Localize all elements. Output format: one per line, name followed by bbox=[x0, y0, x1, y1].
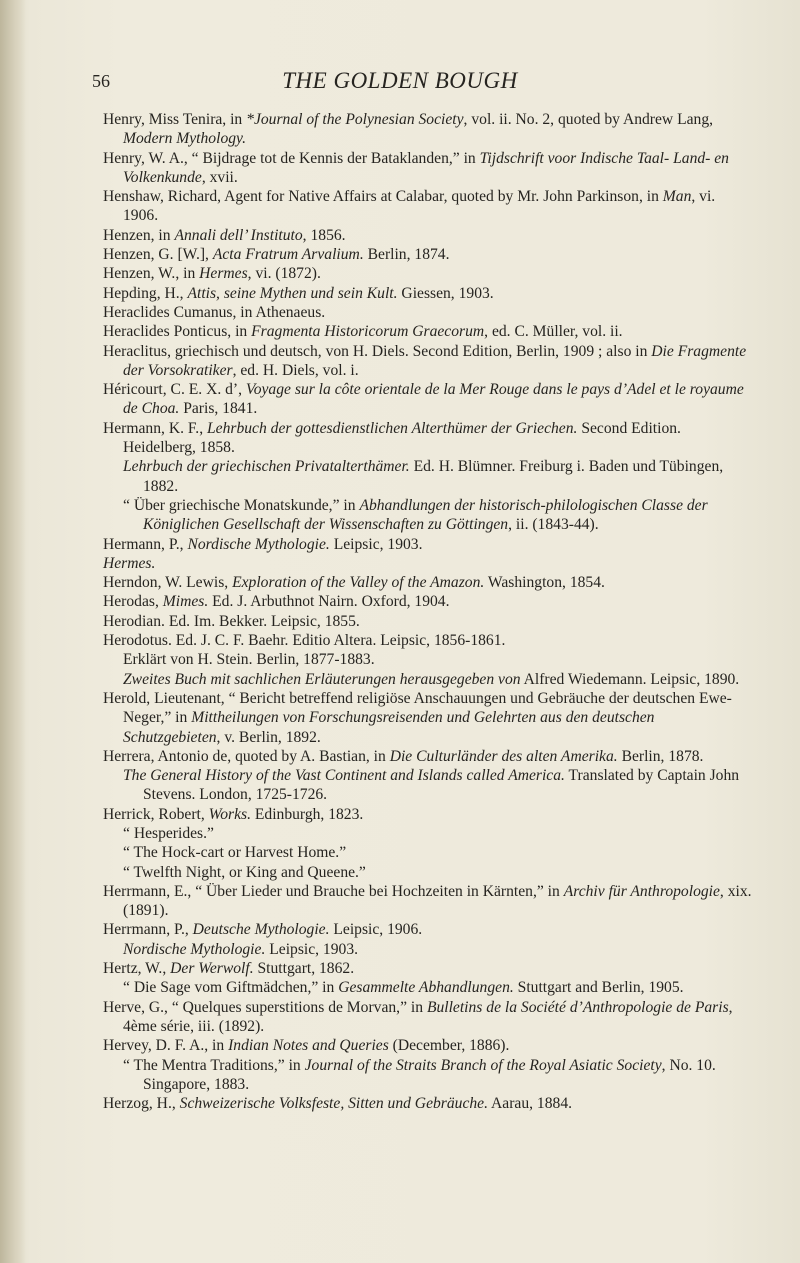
bibliography-subentry bbox=[103, 457, 753, 496]
entry-text: Herrera, Antonio de, quoted by A. Bastian, in bbox=[103, 747, 390, 765]
running-title: THE GOLDEN BOUGH bbox=[282, 68, 518, 93]
bibliography-list bbox=[103, 110, 753, 1113]
entry-title-italic: Hermes. bbox=[103, 554, 156, 572]
entry-text: (December, 1886). bbox=[388, 1037, 510, 1055]
bibliography-entry bbox=[103, 1036, 753, 1055]
entry-text: , xix. (1891). bbox=[123, 882, 752, 920]
entry-text: Henry, W. A., “ Bijdrage tot de Kennis der Bataklanden,” in bbox=[103, 149, 480, 167]
entry-title-italic: Die Fragmente der Vorsokratiker bbox=[123, 342, 747, 379]
entry-text: “ Die Sage vom Giftmädchen,” in bbox=[123, 979, 339, 997]
entry-text: “ The Hock-cart or Harvest Home.” bbox=[123, 844, 347, 862]
entry-text: “ Twelfth Night, or King and Queene.” bbox=[123, 863, 366, 881]
bibliography-entry bbox=[103, 573, 753, 592]
entry-title-italic: Schweizerische Volksfeste, Sitten und Gebräuche. bbox=[179, 1095, 488, 1113]
entry-text: Herodotus. Ed. J. C. F. Baehr. Editio Altera. Leipsic, 1856-1861. bbox=[103, 632, 506, 650]
bibliography-entry bbox=[103, 998, 753, 1037]
entry-text: Herodian. Ed. Im. Bekker. Leipsic, 1855. bbox=[103, 612, 360, 630]
entry-text: Herrick, Robert, bbox=[103, 805, 209, 823]
bibliography-subentry bbox=[103, 1056, 753, 1095]
entry-title-italic: Mittheilungen von Forschungsreisenden und Gelehrten aus den deutschen Schutzgebieten bbox=[123, 709, 655, 746]
bibliography-entry bbox=[103, 245, 753, 264]
entry-title-italic: Abhandlungen der historisch-philologischen Classe der Königlichen Gesellschaft der Wissenschaften zu Göttingen bbox=[143, 496, 708, 534]
entry-title-italic: Fragmenta Historicorum Graecorum bbox=[251, 323, 485, 341]
entry-text: Washington, 1854. bbox=[484, 574, 605, 592]
entry-text: Second Edition. Heidelberg, 1858. bbox=[123, 419, 681, 457]
entry-text: Edinburgh, 1823. bbox=[250, 805, 364, 823]
entry-text: Henzen, G. [W.], bbox=[103, 246, 213, 264]
bibliography-subentry bbox=[103, 496, 753, 535]
entry-title-italic: Der Werwolf. bbox=[170, 960, 254, 978]
bibliography-subentry bbox=[103, 670, 753, 689]
entry-text: Herold, Lieutenant, “ Bericht betreffend religiöse Anschauungen und Gebräuche der deutschen Ewe-Neger,” in bbox=[103, 689, 732, 727]
bibliography-subentry bbox=[103, 650, 753, 669]
entry-title-italic: Deutsche Mythologie. bbox=[192, 921, 330, 939]
bibliography-entry bbox=[103, 535, 753, 554]
entry-text: Leipsic, 1903. bbox=[265, 940, 359, 958]
entry-title-italic: Gesammelte Abhandlungen. bbox=[338, 979, 514, 997]
entry-text: Herzog, H., bbox=[103, 1095, 180, 1113]
bibliography-entry bbox=[103, 226, 753, 245]
bibliography-entry bbox=[103, 1094, 753, 1113]
entry-title-italic: Journal of the Straits Branch of the Royal Asiatic Society bbox=[304, 1056, 662, 1074]
entry-title-italic: Voyage sur la côte orientale de la Mer Rouge dans le pays d’Adel et le royaume de Choa. bbox=[123, 381, 744, 418]
bibliography-entry bbox=[103, 612, 753, 631]
bibliography-entry bbox=[103, 110, 753, 149]
entry-text: , vol. ii. No. 2, quoted by Andrew Lang, bbox=[463, 111, 714, 128]
entry-text: Stuttgart and Berlin, 1905. bbox=[513, 979, 684, 997]
entry-title-italic: Modern Mythology. bbox=[123, 130, 246, 148]
page-header bbox=[0, 68, 800, 94]
entry-text: , 4ème série, iii. (1892). bbox=[123, 998, 733, 1035]
entry-text: Hervey, D. F. A., in bbox=[103, 1037, 229, 1055]
entry-text: Erklärt von H. Stein. Berlin, 1877-1883. bbox=[123, 651, 375, 669]
bibliography-entry bbox=[103, 419, 753, 458]
entry-title-italic: *Journal of the Polynesian Society bbox=[246, 111, 464, 128]
bibliography-entry bbox=[103, 264, 753, 283]
entry-title-italic: Lehrbuch der griechischen Privatalterthämer. bbox=[123, 458, 410, 476]
bibliography-entry bbox=[103, 380, 753, 419]
entry-text: “ Über griechische Monatskunde,” in bbox=[123, 496, 360, 514]
page-gutter bbox=[0, 0, 26, 1263]
bibliography-entry bbox=[103, 322, 753, 341]
bibliography-entry bbox=[103, 187, 753, 226]
entry-title-italic: Nordische Mythologie. bbox=[187, 535, 330, 553]
entry-title-italic: Lehrbuch der gottesdienstlichen Alterthümer der Griechen. bbox=[207, 419, 578, 437]
bibliography-subentry bbox=[103, 940, 753, 959]
entry-title-italic: Man bbox=[662, 188, 692, 206]
bibliography-entry bbox=[103, 959, 753, 978]
entry-text: , ii. (1843-44). bbox=[508, 516, 599, 534]
entry-title-italic: Tijdschrift voor Indische Taal- Land- en Volkenkunde bbox=[123, 149, 729, 186]
entry-title-italic: Acta Fratrum Arvalium. bbox=[212, 246, 364, 264]
bibliography-entry bbox=[103, 284, 753, 303]
entry-title-italic: Mimes. bbox=[162, 593, 209, 611]
entry-text: , xvii. bbox=[201, 168, 238, 186]
bibliography-entry bbox=[103, 342, 753, 381]
entry-text: “ Hesperides.” bbox=[123, 824, 214, 842]
page-number: 56 bbox=[92, 71, 110, 91]
entry-text: , vi. 1906. bbox=[123, 188, 716, 225]
entry-title-italic: Zweites Buch mit sachlichen Erläuterungen herausgegeben von bbox=[123, 670, 521, 688]
entry-text: Herndon, W. Lewis, bbox=[103, 574, 233, 592]
entry-text: , 1856. bbox=[302, 226, 346, 244]
entry-text: , ed. C. Müller, vol. ii. bbox=[484, 323, 623, 341]
entry-title-italic: Hermes bbox=[199, 265, 248, 283]
entry-text: Henry, Miss Tenira, in bbox=[103, 111, 247, 128]
entry-text: Berlin, 1874. bbox=[363, 246, 450, 264]
bibliography-entry bbox=[103, 303, 753, 322]
entry-text: Hermann, K. F., bbox=[103, 419, 207, 437]
bibliography-entry bbox=[103, 805, 753, 824]
entry-text: Hermann, P., bbox=[103, 535, 188, 553]
entry-text: Henshaw, Richard, Agent for Native Affairs at Calabar, quoted by Mr. John Parkinson, in bbox=[103, 188, 663, 206]
bibliography-entry bbox=[103, 882, 753, 921]
bibliography-entry bbox=[103, 631, 753, 650]
entry-text: Herrmann, E., “ Über Lieder und Brauche bei Hochzeiten in Kärnten,” in bbox=[103, 882, 564, 900]
bibliography-subentry bbox=[103, 766, 753, 805]
entry-title-italic: Works. bbox=[208, 805, 251, 823]
bibliography-entry bbox=[103, 920, 753, 939]
entry-text: Ed. H. Blümner. Freiburg i. Baden und Tübingen, 1882. bbox=[143, 458, 724, 495]
entry-text: Herodas, bbox=[103, 593, 163, 611]
entry-text: , ed. H. Diels, vol. i. bbox=[232, 361, 359, 379]
entry-text: Heraclitus, griechisch und deutsch, von H. Diels. Second Edition, Berlin, 1909 ; also in bbox=[103, 342, 652, 360]
entry-title-italic: Indian Notes and Queries bbox=[228, 1037, 389, 1055]
entry-text: Heraclides Ponticus, in bbox=[103, 323, 252, 341]
entry-text: Giessen, 1903. bbox=[397, 284, 494, 302]
bibliography-entry bbox=[103, 149, 753, 188]
entry-title-italic: Attis, seine Mythen und sein Kult. bbox=[187, 284, 398, 302]
bibliography-subentry bbox=[103, 863, 753, 882]
entry-text: Héricourt, C. E. X. d’, bbox=[103, 381, 246, 399]
entry-title-italic: Nordische Mythologie. bbox=[123, 940, 266, 958]
bibliography-subentry bbox=[103, 824, 753, 843]
entry-text: Ed. J. Arbuthnot Nairn. Oxford, 1904. bbox=[208, 593, 450, 611]
entry-text: Heraclides Cumanus, in Athenaeus. bbox=[103, 303, 326, 321]
entry-text: Alfred Wiedemann. Leipsic, 1890. bbox=[520, 670, 740, 688]
entry-text: Leipsic, 1906. bbox=[329, 921, 423, 939]
entry-title-italic: The General History of the Vast Continent and Islands called America. bbox=[123, 767, 565, 785]
bibliography-entry bbox=[103, 747, 753, 766]
entry-text: Paris, 1841. bbox=[179, 400, 258, 418]
entry-text: Translated by Captain John Stevens. London, 1725-1726. bbox=[143, 767, 740, 804]
entry-text: , vi. (1872). bbox=[247, 265, 321, 283]
bibliography-subentry bbox=[103, 843, 753, 862]
entry-text: Henzen, in bbox=[103, 226, 175, 244]
entry-text: Aarau, 1884. bbox=[488, 1095, 573, 1113]
entry-text: Stuttgart, 1862. bbox=[253, 960, 355, 978]
entry-title-italic: Annali dell’ Instituto bbox=[174, 226, 303, 244]
entry-title-italic: Archiv für Anthropologie bbox=[563, 882, 720, 900]
bibliography-entry bbox=[103, 689, 753, 747]
entry-text: , v. Berlin, 1892. bbox=[216, 728, 321, 746]
entry-text: , No. 10. Singapore, 1883. bbox=[143, 1056, 716, 1093]
bibliography-subentry bbox=[103, 978, 753, 997]
entry-text: Leipsic, 1903. bbox=[329, 535, 423, 553]
entry-title-italic: Die Culturländer des alten Amerika. bbox=[389, 747, 618, 765]
entry-text: Hertz, W., bbox=[103, 960, 171, 978]
entry-text: Herrmann, P., bbox=[103, 921, 193, 939]
entry-text: Hepding, H., bbox=[103, 284, 188, 302]
entry-text: Berlin, 1878. bbox=[617, 747, 704, 765]
entry-text: “ The Mentra Traditions,” in bbox=[123, 1056, 305, 1074]
entry-title-italic: Bulletins de la Société d’Anthropologie de Paris bbox=[426, 998, 729, 1016]
bibliography-entry bbox=[103, 592, 753, 611]
entry-title-italic: Exploration of the Valley of the Amazon. bbox=[232, 574, 485, 592]
entry-text: Henzen, W., in bbox=[103, 265, 200, 283]
bibliography-entry bbox=[103, 554, 753, 573]
entry-text: Herve, G., “ Quelques superstitions de Morvan,” in bbox=[103, 998, 427, 1016]
